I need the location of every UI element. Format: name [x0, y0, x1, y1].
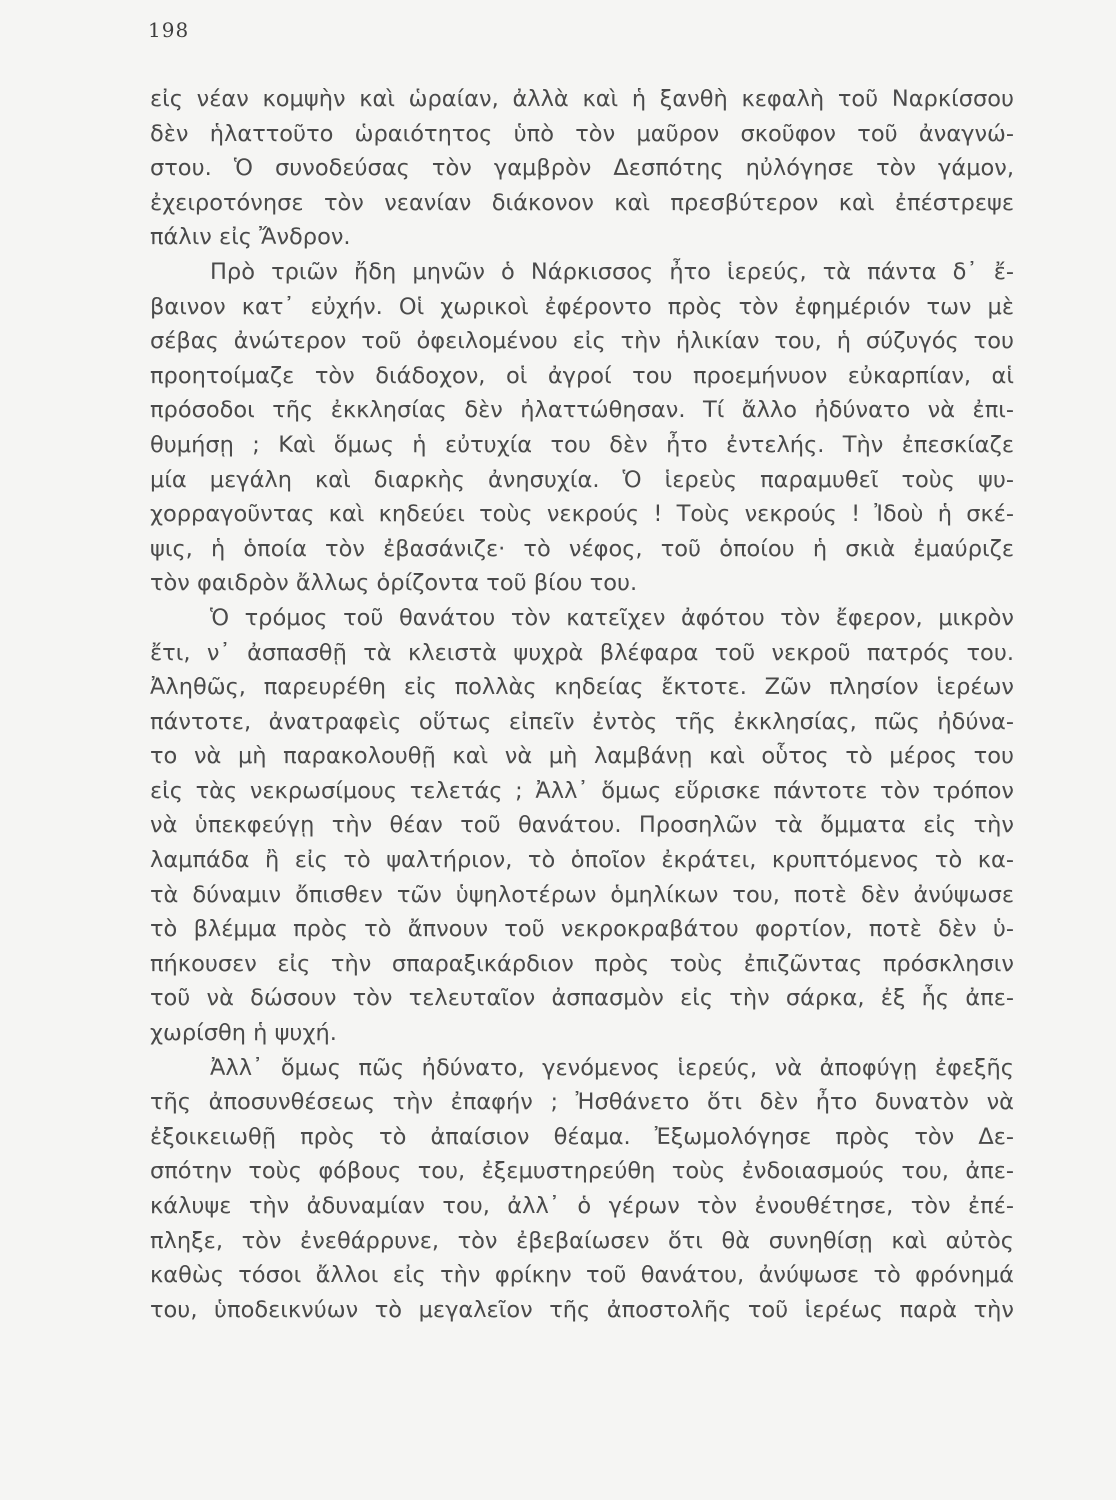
- text-line: Πρὸ τριῶν ἤδη μηνῶν ὁ Νάρκισσος ἦτο ἱερεύς, τὰ πάντα δ᾽ ἔ-: [210, 258, 1014, 285]
- text-line: τῆς ἀποσυνθέσεως τὴν ἐπαφήν ; Ἠσθάνετο ὅτι δὲν ἦτο δυνατὸν νὰ: [150, 1089, 1014, 1116]
- text-line: πήκουσεν εἰς τὴν σπαραξικάρδιον πρὸς τοὺς ἐπιζῶντας πρόσκλησιν: [150, 950, 1014, 977]
- text-line: Ἀληθῶς, παρευρέθη εἰς πολλὰς κηδείας ἔκτοτε. Ζῶν πλησίον ἱερέων: [150, 674, 1014, 701]
- text-line: τὸν φαιδρὸν ἄλλως ὁρίζοντα τοῦ βίου του.: [150, 570, 638, 597]
- text-line: τοῦ νὰ δώσουν τὸν τελευταῖον ἀσπασμὸν εἰς τὴν σάρκα, ἐξ ἧς ἀπε-: [150, 985, 1014, 1012]
- text-line: καθὼς τόσοι ἄλλοι εἰς τὴν φρίκην τοῦ θανάτου, ἀνύψωσε τὸ φρόνημά: [150, 1262, 1014, 1289]
- text-line: βαινον κατ᾽ εὐχήν. Οἱ χωρικοὶ ἐφέροντο πρὸς τὸν ἐφημέριόν των μὲ: [150, 293, 1014, 320]
- page-number: 198: [148, 18, 190, 42]
- text-line: σπότην τοὺς φόβους του, ἐξεμυστηρεύθη τοὺς ἐνδοιασμούς του, ἀπε-: [150, 1158, 1014, 1185]
- text-line: εἰς τὰς νεκρωσίμους τελετάς ; Ἀλλ᾽ ὅμως εὕρισκε πάντοτε τὸν τρόπον: [150, 777, 1014, 804]
- text-line: του, ὑποδεικνύων τὸ μεγαλεῖον τῆς ἀποστολῆς τοῦ ἱερέως παρὰ τὴν: [150, 1296, 1014, 1323]
- text-line: πρόσοδοι τῆς ἐκκλησίας δὲν ἠλαττώθησαν. Τί ἄλλο ἠδύνατο νὰ ἐπι-: [150, 397, 1014, 424]
- text-line: πληξε, τὸν ἐνεθάρρυνε, τὸν ἐβεβαίωσεν ὅτι θὰ συνηθίσῃ καὶ αὐτὸς: [150, 1227, 1014, 1254]
- text-line: ἔτι, ν᾽ ἀσπασθῇ τὰ κλειστὰ ψυχρὰ βλέφαρα τοῦ νεκροῦ πατρός του.: [150, 639, 1014, 666]
- text-line: τὰ δύναμιν ὄπισθεν τῶν ὑψηλοτέρων ὁμηλίκων του, ποτὲ δὲν ἀνύψωσε: [150, 881, 1014, 908]
- text-line: στου. Ὁ συνοδεύσας τὸν γαμβρὸν Δεσπότης ηὐλόγησε τὸν γάμον,: [150, 155, 1014, 182]
- text-line: νὰ ὑπεκφεύγῃ τὴν θέαν τοῦ θανάτου. Προσηλῶν τὰ ὄμματα εἰς τὴν: [150, 812, 1014, 839]
- text-line: σέβας ἀνώτερον τοῦ ὀφειλομένου εἰς τὴν ἡλικίαν του, ἡ σύζυγός του: [150, 328, 1014, 355]
- text-line: ἐχειροτόνησε τὸν νεανίαν διάκονον καὶ πρεσβύτερον καὶ ἐπέστρεψε: [150, 189, 1014, 216]
- text-line: τὸ βλέμμα πρὸς τὸ ἄπνουν τοῦ νεκροκραβάτου φορτίον, ποτὲ δὲν ὑ-: [150, 916, 1014, 943]
- body-text: [150, 82, 1014, 1327]
- text-line: προητοίμαζε τὸν διάδοχον, οἱ ἀγροί του προεμήνυον εὐκαρπίαν, αἱ: [150, 362, 1014, 389]
- text-line: ψις, ἡ ὁποία τὸν ἐβασάνιζε· τὸ νέφος, τοῦ ὁποίου ἡ σκιὰ ἐμαύριζε: [150, 535, 1014, 562]
- text-line: θυμήσῃ ; Καὶ ὅμως ἡ εὐτυχία του δὲν ἦτο ἐντελής. Τὴν ἐπεσκίαζε: [150, 431, 1014, 458]
- text-line: Ὁ τρόμος τοῦ θανάτου τὸν κατεῖχεν ἀφότου τὸν ἔφερον, μικρὸν: [210, 604, 1014, 631]
- text-line: το νὰ μὴ παρακολουθῇ καὶ νὰ μὴ λαμβάνῃ καὶ οὗτος τὸ μέρος του: [150, 743, 1014, 770]
- text-line: Ἀλλ᾽ ὅμως πῶς ἠδύνατο, γενόμενος ἱερεύς, νὰ ἀποφύγῃ ἐφεξῆς: [210, 1054, 1014, 1081]
- text-line: χωρίσθη ἡ ψυχή.: [150, 1020, 337, 1047]
- text-line: χορραγοῦντας καὶ κηδεύει τοὺς νεκρούς ! Τοὺς νεκρούς ! Ἰδοὺ ἡ σκέ-: [150, 501, 1014, 528]
- text-line: πάλιν εἰς Ἄνδρον.: [150, 224, 351, 251]
- text-line: μία μεγάλη καὶ διαρκὴς ἀνησυχία. Ὁ ἱερεὺς παραμυθεῖ τοὺς ψυ-: [150, 466, 1014, 493]
- text-line: δὲν ἡλαττοῦτο ὡραιότητος ὑπὸ τὸν μαῦρον σκοῦφον τοῦ ἀναγνώ-: [150, 120, 1014, 147]
- text-line: λαμπάδα ἢ εἰς τὸ ψαλτήριον, τὸ ὁποῖον ἐκράτει, κρυπτόμενος τὸ κα-: [150, 847, 1014, 874]
- text-line: ἐξοικειωθῇ πρὸς τὸ ἀπαίσιον θέαμα. Ἐξωμολόγησε πρὸς τὸν Δε-: [150, 1123, 1014, 1150]
- text-line: πάντοτε, ἀνατραφεὶς οὕτως εἰπεῖν ἐντὸς τῆς ἐκκλησίας, πῶς ἠδύνα-: [150, 708, 1014, 735]
- text-line: κάλυψε τὴν ἀδυναμίαν του, ἀλλ᾽ ὁ γέρων τὸν ἐνουθέτησε, τὸν ἐπέ-: [150, 1193, 1014, 1219]
- text-line: εἰς νέαν κομψὴν καὶ ὡραίαν, ἀλλὰ καὶ ἡ ξανθὴ κεφαλὴ τοῦ Ναρκίσσου: [150, 86, 1014, 112]
